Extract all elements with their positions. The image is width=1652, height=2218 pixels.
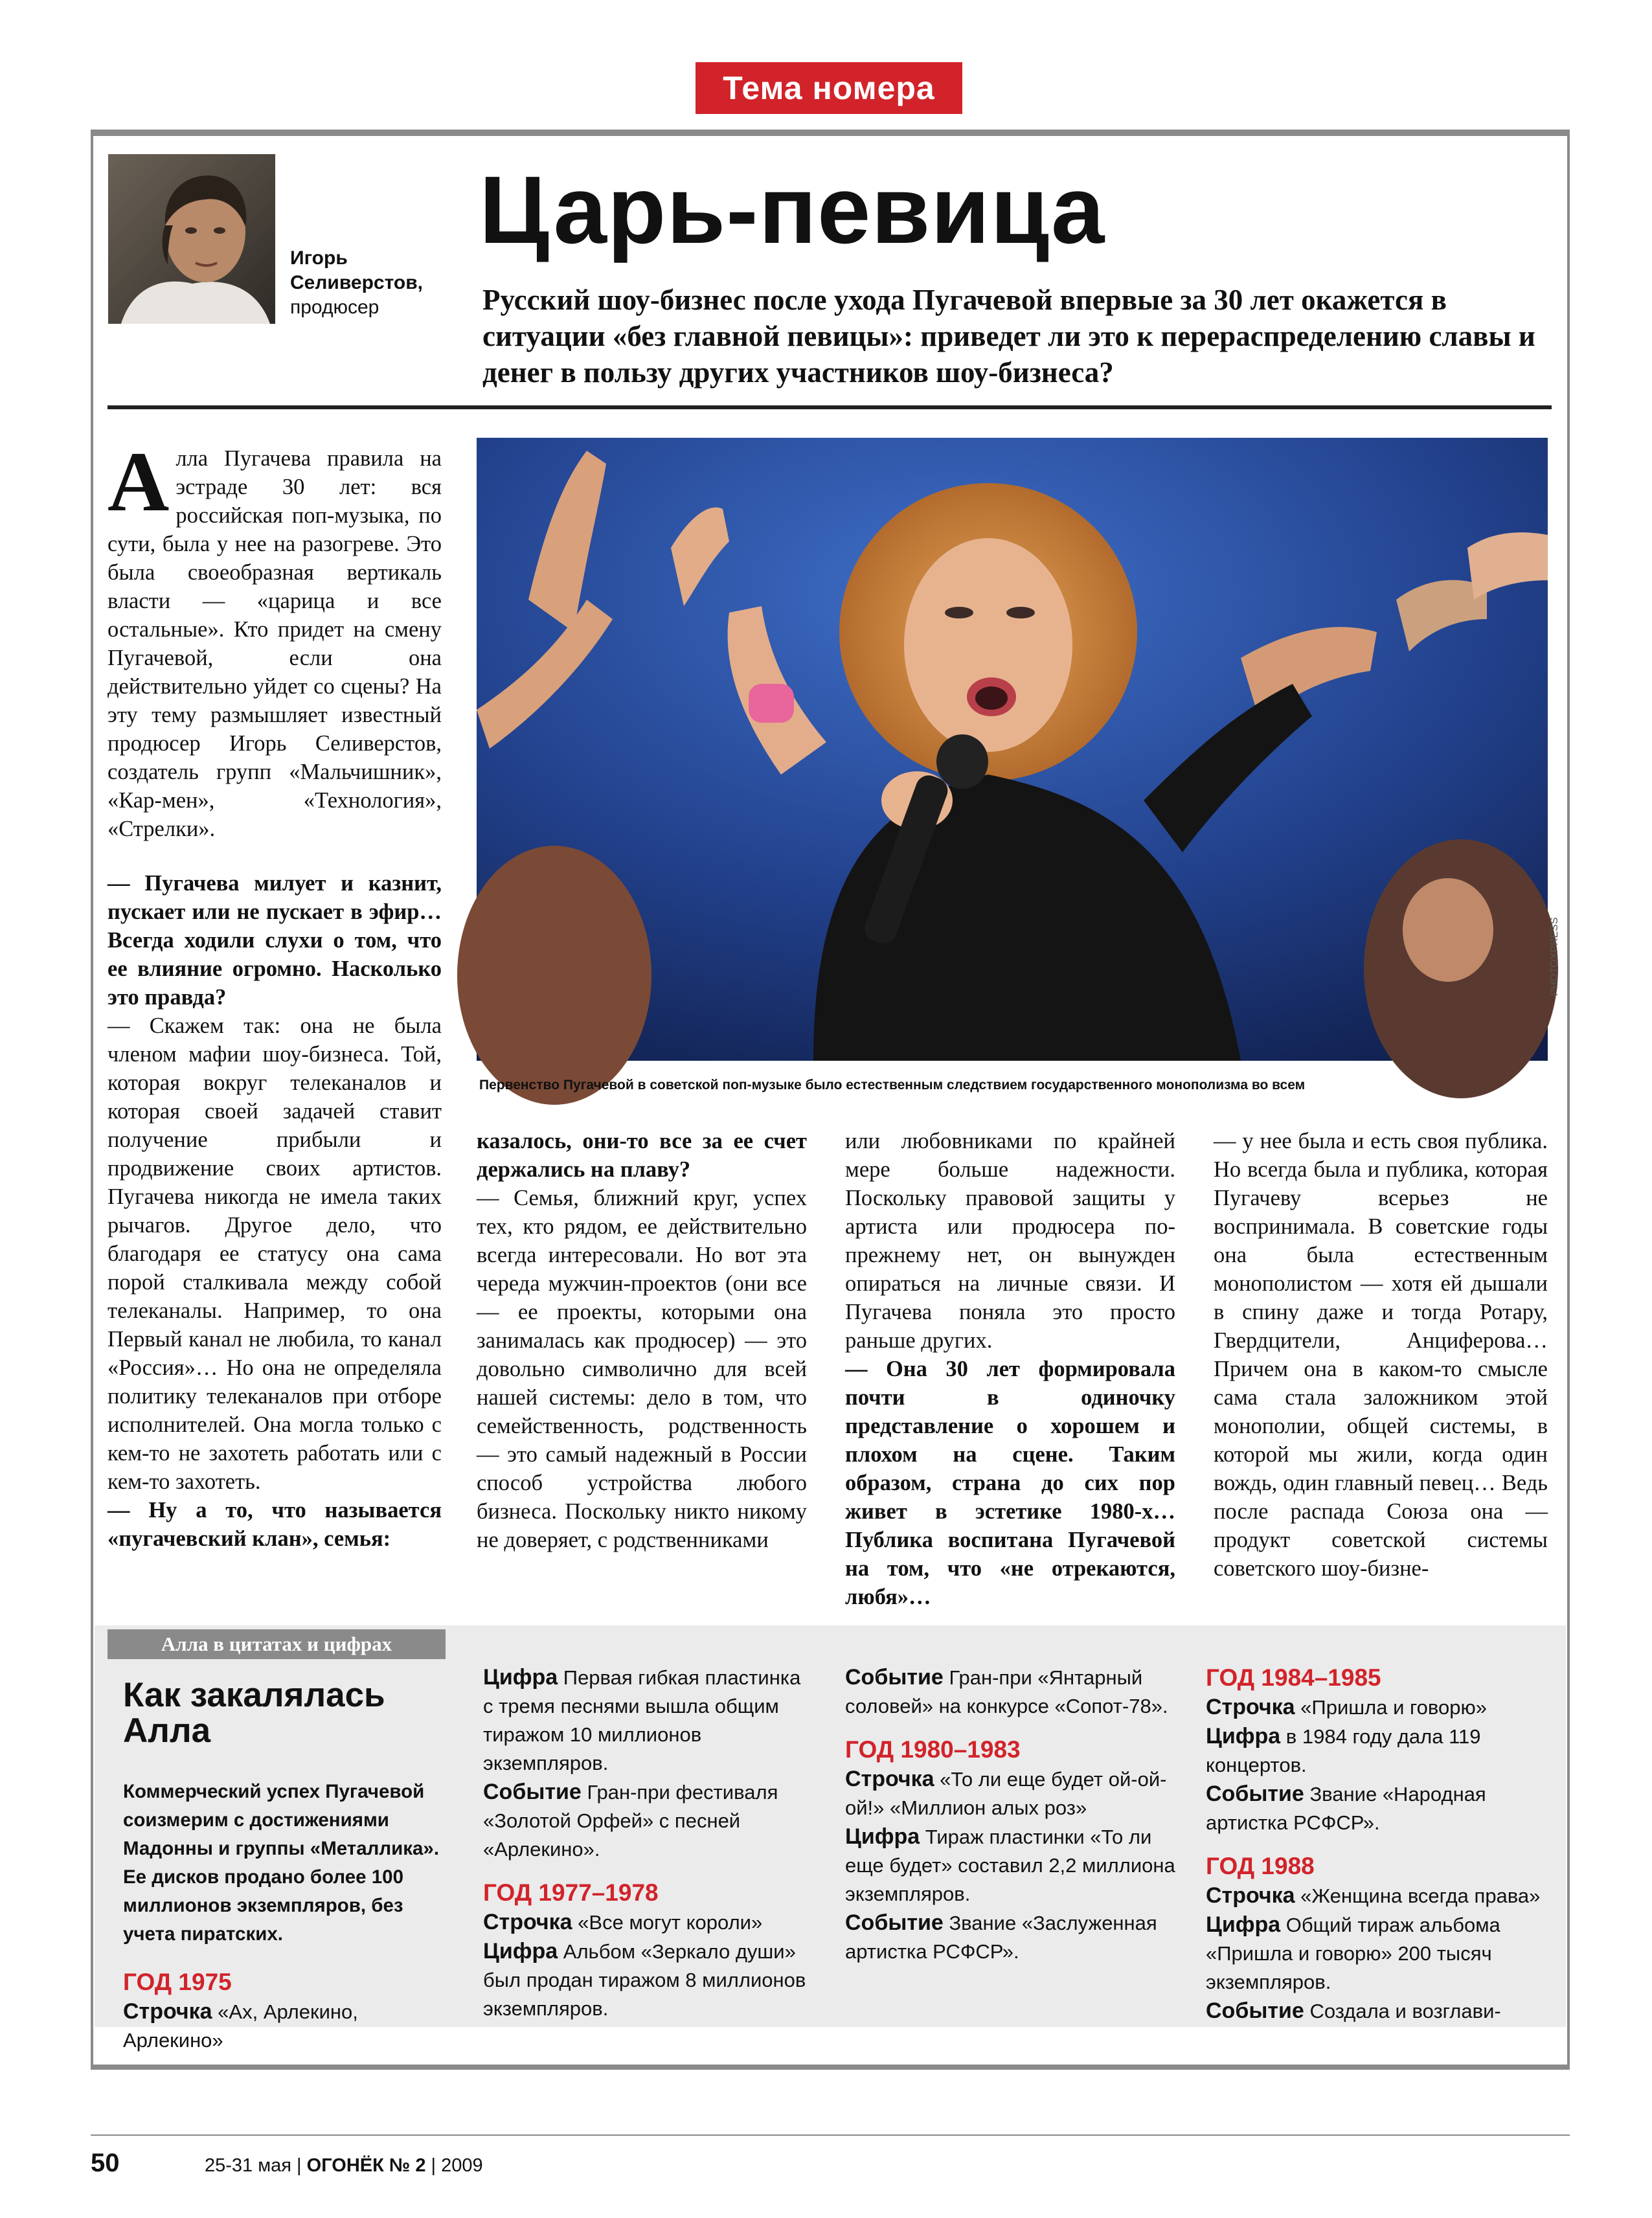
facts-box-title: Как закалялась Алла <box>123 1676 385 1750</box>
answer-3: — у нее была и есть своя публика. Но всегда была и публика, которая Пугачеву всерьез не воспринимала. В советские годы она была естественным монополистом — хотя ей дышали в спину даже и тогда Ротару, Гвердцители, Анциферова… Причем она в каком-то смысле сама стала заложником этой монополии, общей системы, в которой мы жили, когда один вождь, один главный певец… Ведь после распада Союза она — продукт советской системы советского шоу-бизне- <box>1214 1129 1548 1581</box>
article-column-2 <box>477 1127 807 1580</box>
photo-credit: PHOTOXPRESS <box>1549 917 1560 996</box>
fact-entry: Строчка «То ли еще будет ой-ой-ой!» «Миллион алых роз» <box>845 1767 1167 1819</box>
article-column-3 <box>845 1127 1175 1609</box>
year-heading: ГОД 1975 <box>123 1969 232 1995</box>
facts-column-2 <box>483 1663 807 2023</box>
fact-entry: Строчка «Все могут короли» <box>483 1910 763 1934</box>
fact-entry: Строчка «Ах, Арлекино, Арлекино» <box>123 1999 358 2052</box>
fact-entry: Цифра Общий тираж альбома «Пришла и говорю» 200 тысяч экземпляров. <box>1206 1912 1500 1993</box>
fact-entry: Цифра Тираж пластинки «То ли еще будет» составил 2,2 миллиона экземпляров. <box>845 1824 1175 1905</box>
issue-date: 25-31 мая <box>205 2155 291 2176</box>
headline: Царь-певица <box>479 157 1105 264</box>
fact-entry: Цифра в 1984 году дала 119 концертов. <box>1206 1724 1481 1776</box>
question-3: — Она 30 лет формировала почти в одиночку представление о хорошем и плохом на сцене. Таким образом, страна до сих пор живет в эстетике 1980-х… Публика воспитана Пугачевой на том, что «не отрекаются, любя»… <box>845 1357 1175 1609</box>
footer-rule <box>91 2134 1570 2136</box>
fact-entry: Цифра Альбом «Зеркало души» был продан тиражом 8 миллионов экземпляров. <box>483 1939 806 2020</box>
question-2-part-2: казалось, они-то все за ее счет держались на плаву? <box>477 1129 807 1182</box>
page-number: 50 <box>91 2149 120 2177</box>
photo-caption: Первенство Пугачевой в советской поп-музыке было естественным следствием государственного монополизма во всем <box>479 1078 1306 1092</box>
bottom-rule <box>91 2065 1570 2070</box>
fact-entry: Событие Гран-при «Янтарный соловей» на конкурсе «Сопот-78». <box>845 1665 1168 1717</box>
year-heading: ГОД 1977–1978 <box>483 1879 659 1906</box>
answer-2: — Семья, ближний круг, успех тех, кто рядом, ее действительно всегда интересовали. Но вот эта череда мужчин-проектов (они все — ее проекты, которыми она занималась как продюсер) — это довольно символично для всей нашей системы: дело в том, что семейственность, родственность — это самый надежный в России способ устройства любого бизнеса. Поскольку никто никому не доверяет, с родственниками <box>477 1186 807 1552</box>
fact-entry: Событие Создала и возглави- <box>1206 1998 1501 2023</box>
facts-column-3 <box>845 1663 1182 1966</box>
issue-year: 2009 <box>441 2155 483 2176</box>
answer-1: — Скажем так: она не была членом мафии шоу-бизнеса. Той, которая вокруг телеканалов и которая своей задачей ставит получение прибыли и продвижение своих артистов. Пугачева никогда не имела таких рычагов. Другое дело, что благодаря ее статусу она сама порой сталкивала между собой телеканалы. Например, то она Первый канал не любила, то канал «Россия»… Но она не определяла политику телеканалов при отборе исполнителей. Она могла только с кем-то не захотеть работать или с кем-то захотеть. <box>107 1013 442 1494</box>
fact-entry: Строчка «Пришла и говорю» <box>1206 1695 1487 1719</box>
facts-box-intro: Коммерческий успех Пугачевой соизмерим с достижениями Мадонны и группы «Металлика». Ее дисков продано более 100 миллионов экземпляров, без учета пиратских. <box>123 1781 440 1945</box>
facts-column-4 <box>1206 1663 1543 2026</box>
drop-cap: А <box>107 434 170 529</box>
question-1: — Пугачева милует и казнит, пускает или не пускает в эфир… Всегда ходили слухи о том, что ее влияние огромно. Насколько это правда? <box>107 871 442 1010</box>
frame-right-rule <box>1567 131 1570 2067</box>
author-portrait <box>108 154 275 324</box>
lead-paragraph: Русский шоу-бизнес после ухода Пугачевой впервые за 30 лет окажется в ситуации «без главной певицы»: приведет ли это к перераспределению славы и денег в пользу других участников шоу-бизнеса? <box>482 284 1535 389</box>
fact-entry: Событие Звание «Заслуженная артистка РСФСР». <box>845 1910 1157 1963</box>
magazine-name: ОГОНЁК № 2 <box>306 2155 426 2176</box>
article-intro: лла Пугачева правила на эстраде 30 лет: вся российская поп-музыка, по сути, была у нее на разогреве. Это была своеобразная вертикаль власти — «царица и все остальные». Кто придет на смену Пугачевой, если она действительно уйдет со сцены? На эту тему размышляет известный продюсер Игорь Селиверстов, создатель групп «Мальчишник», «Кар-мен», «Технология», «Стрелки». <box>107 446 442 841</box>
facts-column-1 <box>123 1967 447 2055</box>
author-role: продюсер <box>290 297 379 318</box>
top-rule <box>91 130 1570 136</box>
year-heading: ГОД 1984–1985 <box>1206 1664 1381 1691</box>
question-2-part-1: — Ну а то, что называется «пугачевский клан», семья: <box>107 1498 442 1551</box>
header-divider <box>107 405 1552 409</box>
year-heading: ГОД 1988 <box>1206 1853 1315 1879</box>
fact-entry: Событие Звание «Народная артистка РСФСР». <box>1206 1782 1486 1834</box>
facts-box-tag: Алла в цитатах и цифрах <box>107 1629 446 1659</box>
section-tag: Тема номера <box>696 62 962 114</box>
fact-entry: Строчка «Женщина всегда права» <box>1206 1883 1541 1908</box>
author-byline <box>290 246 433 320</box>
article-column-4 <box>1214 1127 1548 1580</box>
footer-info: 25-31 мая | ОГОНЁК № 2 | 2009 <box>205 2155 483 2176</box>
frame-left-rule <box>91 131 93 2067</box>
author-name: Игорь Селиверстов, <box>290 247 423 293</box>
year-heading: ГОД 1980–1983 <box>845 1736 1021 1763</box>
main-photo <box>477 438 1548 1061</box>
fact-entry: Событие Гран-при фестиваля «Золотой Орфей» с песней «Арлекино». <box>483 1780 778 1861</box>
fact-entry: Цифра Первая гибкая пластинка с тремя песнями вышла общим тиражом 10 миллионов экземпляров. <box>483 1665 801 1774</box>
article-column-1 <box>107 434 442 1590</box>
answer-2-continued: или любовниками по крайней мере больше надежности. Поскольку правовой защиты у артиста или продюсера по-прежнему нет, он вынужден опираться на личные связи. И Пугачева поняла это просто раньше других. <box>845 1129 1175 1353</box>
